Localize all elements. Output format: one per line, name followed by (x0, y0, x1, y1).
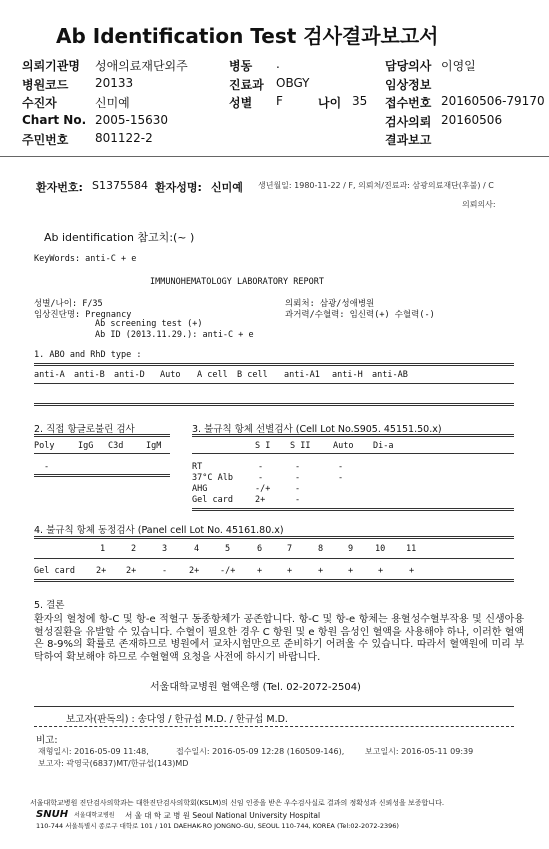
request-header (0, 56, 549, 149)
hospital-address: 110-744 서울특별시 종로구 대학로 101 / 101 DAEHAK-RO JONGNO-GU, SEOUL 110-744, KOREA (Tel:02-2072-2396) (36, 822, 399, 830)
panel-col: 5 (225, 544, 231, 554)
dat-col: Poly (34, 441, 55, 451)
abo-col: anti-A (34, 370, 65, 380)
reporter-codes: 보고자: 곽영국(6837)MT/한규섭(143)MD (38, 759, 189, 768)
screen-cell: - (295, 473, 301, 483)
ab-id-history: Ab ID (2013.11.29.): anti-C + e (95, 330, 254, 340)
header-label: 주민번호 (22, 133, 69, 147)
screen-col: Auto (333, 441, 354, 451)
header-row (0, 56, 549, 75)
screen-cell: - (258, 473, 264, 483)
double-rule (34, 536, 514, 539)
screen-col: Di-a (373, 441, 394, 451)
panel-col: 11 (406, 544, 417, 554)
double-rule (192, 508, 514, 511)
screen-col: S I (255, 441, 271, 451)
panel-cell: + (409, 566, 415, 576)
conclusion-title: 5. 결론 (34, 600, 65, 611)
header-label: 접수번호 (385, 96, 432, 110)
header-label: 성별 (229, 96, 253, 110)
hospital-name: 서 울 대 학 교 병 원 Seoul National University Hospital (125, 811, 321, 820)
header-label: Chart No. (22, 112, 87, 127)
header-value: 2005-15630 (95, 112, 169, 127)
abo-col: anti-B (74, 370, 105, 380)
double-rule (34, 474, 170, 477)
screen-cell: - (338, 462, 344, 472)
dat-value: - (44, 462, 50, 472)
panel-col: 8 (318, 544, 324, 554)
header-value: . (276, 57, 280, 71)
panel-col: 9 (348, 544, 354, 554)
screen-cell: - (295, 484, 301, 494)
panel-col: 10 (375, 544, 386, 554)
rule (34, 383, 514, 384)
clinical-diagnosis: 임상진단명: Pregnancy (34, 310, 132, 320)
panel-col: 6 (257, 544, 263, 554)
header-label: 진료과 (229, 77, 264, 92)
header-row (0, 112, 549, 131)
header-value: 20133 (95, 75, 134, 90)
dat-col: C3d (108, 441, 124, 451)
header-row (0, 75, 549, 94)
double-rule (34, 363, 514, 366)
header-row (0, 130, 549, 149)
snuh-logo: SNUH (36, 809, 69, 820)
report-time: 보고일시: 2016-05-11 09:39 (365, 747, 474, 756)
screen-cell: - (338, 473, 344, 483)
header-label: 결과보고 (385, 133, 432, 147)
panel-cell: 2+ (96, 566, 107, 576)
screen-row-label: 37°C Alb (192, 473, 233, 483)
header-value: 801122-2 (95, 131, 153, 145)
header-divider (0, 156, 549, 157)
abo-col: B cell (237, 370, 268, 380)
panel-col: 3 (162, 544, 168, 554)
blood-bank-contact: 서울대학교병원 혈액은행 (Tel. 02-2072-2504) (150, 682, 361, 693)
header-value: OBGY (276, 75, 310, 90)
header-label: 병동 (229, 59, 253, 73)
header-value: 이영일 (441, 59, 476, 73)
rule (192, 453, 514, 454)
abo-col: anti-A1 (284, 370, 320, 380)
reference-title: Ab identification 참고치:(~ ) (44, 231, 195, 244)
panel-col: 7 (287, 544, 293, 554)
screen-row-label: RT (192, 462, 203, 472)
header-label: 나이 (318, 96, 342, 110)
abo-rhd-title: 1. ABO and RhD type : (34, 350, 142, 360)
double-rule (34, 403, 514, 406)
ab-screening-history: Ab screening test (+) (95, 319, 203, 329)
header-value: 20160506-79170 (441, 94, 545, 108)
keywords: KeyWords: anti-C + e (34, 254, 137, 264)
abo-col: Auto (160, 370, 181, 380)
abo-col: anti-D (114, 370, 145, 380)
patient-name-label: 환자성명: (155, 181, 202, 194)
dat-title: 2. 직접 항글로불린 검사 (34, 424, 135, 435)
patient-number: S1375584 (92, 179, 148, 192)
snuh-logo-sub: 서울대학교병원 (74, 812, 115, 819)
header-label: 담당의사 (385, 59, 432, 73)
panel-cell: 2+ (126, 566, 137, 576)
panel-cell: + (378, 566, 384, 576)
panel-cell: 2+ (189, 566, 200, 576)
requesting-doctor-label: 의뢰의사: (462, 200, 496, 209)
header-label: 병원코드 (22, 77, 69, 92)
double-rule (192, 434, 514, 437)
double-rule (34, 579, 514, 582)
panel-cell: -/+ (220, 566, 236, 576)
double-rule (34, 434, 170, 437)
conclusion-text: 환자의 혈청에 항-C 및 항-e 적혈구 동종항체가 공존합니다. 항-C 및 항-e 항체는 용혈성수혈부작용 및 신생아용혈성질환을 유발할 수 있습니다. 수혈이 필요한 경우 C 항원 및 e 항원 음성인 혈액을 사용해야 하나, 이러한 혈액은 8-9%의 확률로 존재하므로 병원에서 교차시험만으로 준비하기 어려울 수 있습니다. 따라서 혈액원에 미리 부탁하여 확보해야 하므로 수혈혈액 요청을 사전에 하시기 바랍니다. (34, 614, 524, 663)
header-label: 의뢰기관명 (22, 59, 80, 73)
abo-col: anti-H (332, 370, 363, 380)
rule (34, 453, 170, 454)
panel-col: 1 (100, 544, 106, 554)
panel-cell: + (287, 566, 293, 576)
reporter: 보고자(판독의) : 송다영 / 한규섭 M.D. / 한규섭 M.D. (66, 714, 288, 725)
header-value: F (276, 94, 283, 108)
header-label: 수진자 (22, 96, 57, 110)
dat-col: IgG (78, 441, 94, 451)
screen-cell: - (295, 462, 301, 472)
panel-col: 2 (131, 544, 137, 554)
receipt-time: 접수일시: 2016-05-09 12:28 (160509-146), (176, 747, 345, 756)
patient-name: 신미예 (211, 181, 243, 194)
header-label: 검사의뢰 (385, 114, 432, 129)
screen-cell: - (258, 462, 264, 472)
dashed-rule (34, 726, 514, 727)
panel-col: 4 (194, 544, 200, 554)
history: 과거력/수혈력: 임신력(+) 수혈력(-) (285, 310, 435, 320)
header-row (0, 93, 549, 112)
abo-col: anti-AB (372, 370, 408, 380)
header-value: 신미예 (95, 96, 130, 110)
abo-col: A cell (197, 370, 228, 380)
registration-time: 재형일시: 2016-05-09 11:48, (38, 747, 149, 756)
panel-cell: - (162, 566, 168, 576)
screen-row-label: Gel card (192, 495, 233, 505)
screen-cell: 2+ (255, 495, 266, 505)
header-label: 임상정보 (385, 77, 432, 92)
report-title: IMMUNOHEMATOLOGY LABORATORY REPORT (150, 277, 324, 287)
certification-note: 서울대학교병원 진단검사의학과는 대한진단검사의학회(KSLM)의 신임 인증을 받은 우수검사실로 결과의 정확성과 신뢰성을 보증합니다. (30, 799, 445, 807)
dat-col: IgM (146, 441, 162, 451)
remarks-label: 비고: (36, 735, 58, 746)
patient-number-label: 환자번호: (36, 181, 83, 194)
panel-cell: + (257, 566, 263, 576)
rule (34, 558, 514, 559)
sex-age: 성별/나이: F/35 (34, 299, 103, 309)
document-title: Ab Identification Test 검사결과보고서 (56, 24, 439, 48)
panel-cell: + (318, 566, 324, 576)
screen-col: S II (290, 441, 311, 451)
screen-row-label: AHG (192, 484, 208, 494)
header-value: 35 (352, 94, 368, 108)
screen-cell: -/+ (255, 484, 271, 494)
header-value: 성애의료재단외주 (95, 59, 188, 73)
referring-hospital: 의뢰처: 삼광/성애병원 (285, 299, 375, 309)
antibody-id-title: 4. 불규칙 항체 동정검사 (Panel cell Lot No. 45161.80.x) (34, 525, 284, 536)
panel-row-label: Gel card (34, 566, 75, 576)
patient-details: 생년월일: 1980-11-22 / F, 의뢰처/진료과: 삼광의료재단(후불) / C (258, 181, 494, 190)
antibody-screen-title: 3. 불규칙 항체 선별검사 (Cell Lot No.S905. 45151.50.x) (192, 424, 442, 435)
header-value: 20160506 (441, 112, 503, 127)
screen-cell: - (295, 495, 301, 505)
panel-cell: + (348, 566, 354, 576)
rule (34, 706, 514, 707)
